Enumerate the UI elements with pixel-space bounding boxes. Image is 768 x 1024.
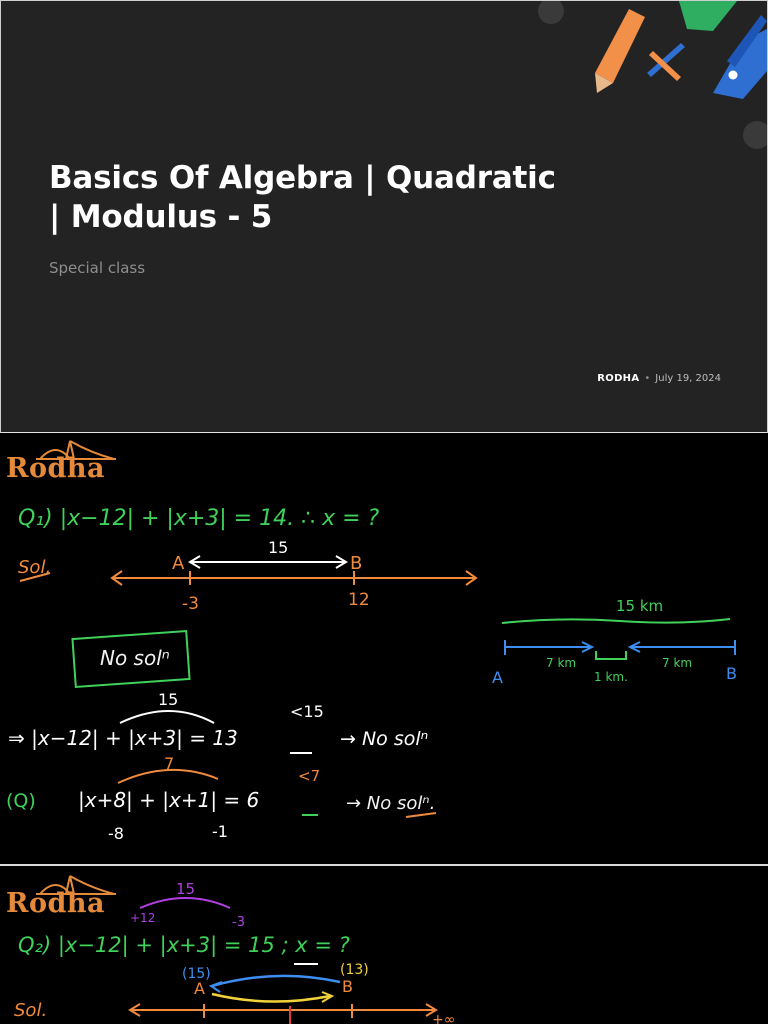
arc-15-label: 15 [158,690,179,709]
page-title: Basics Of Algebra | Quadratic | Modulus - 5 [49,160,556,235]
title-card [0,0,768,434]
blue-mid-dist: 1 km. [594,670,628,684]
decorative-art [537,1,767,161]
p13-label: (13) [340,962,369,978]
no-solution-2: → No solⁿ [340,728,429,750]
sol-label: Sol. [18,557,52,578]
arc-15 [120,711,214,723]
blue-arrow [212,976,340,986]
distance-wave [502,619,730,623]
no-solution-3: → No solⁿ. [346,793,436,814]
q2-equation: Q₂) |x−12| + |x+3| = 15 ; x = ? [18,933,350,957]
whiteboard-slide-1 [0,433,768,866]
lt7-label: <7 [298,767,321,785]
p15-label: (15) [182,966,211,982]
yellow-arrow [212,994,330,1002]
blue-right-dist: 7 km [662,656,693,670]
publish-date: July 19, 2024 [655,373,721,384]
q1-equation: Q₁) |x−12| + |x+3| = 14. ∴ x = ? [18,506,380,531]
lt15-label: <15 [290,702,324,721]
whiteboard-slide-2 [0,866,768,1024]
point-a-label: A [194,979,205,998]
meta-line [597,373,721,384]
no-solution-text: No solⁿ [100,646,170,670]
infinity-label: +∞ [432,1012,456,1024]
point-a-label: A [172,553,185,574]
line3-equation: |x+8| + |x+1| = 6 [78,788,260,812]
ab-distance: 15 [268,538,289,557]
blue-left-dist: 7 km [546,656,577,670]
minus3-label: -3 [232,915,245,930]
purple-arc [140,898,230,908]
q-label: (Q) [6,790,36,812]
subtitle: Special class [49,259,146,277]
point-b-label: B [350,553,363,574]
blue-point-a: A [492,668,503,687]
plus12-label: +12 [130,911,156,925]
handwriting-layer-2 [0,866,768,1024]
blue-distance: 15 km [616,597,664,615]
point-b-label: B [342,977,353,996]
line2-equation: ⇒ |x−12| + |x+3| = 13 [8,726,238,750]
sol-label: Sol. [14,1000,48,1021]
neg8-label: -8 [108,824,124,843]
handwriting-layer [0,433,768,864]
blue-point-b: B [726,664,737,683]
tick-label-left: -3 [182,594,199,614]
tick-label-right: 12 [348,590,370,610]
rodha-logo: Rodha [6,453,105,484]
separator-dot: • [644,373,651,384]
author-name[interactable]: RODHA [597,373,640,384]
rodha-logo: Rodha [6,888,105,919]
neg1-label: -1 [212,822,228,841]
arc-7-label: 7 [164,754,175,773]
purple-arc-label: 15 [176,880,196,898]
